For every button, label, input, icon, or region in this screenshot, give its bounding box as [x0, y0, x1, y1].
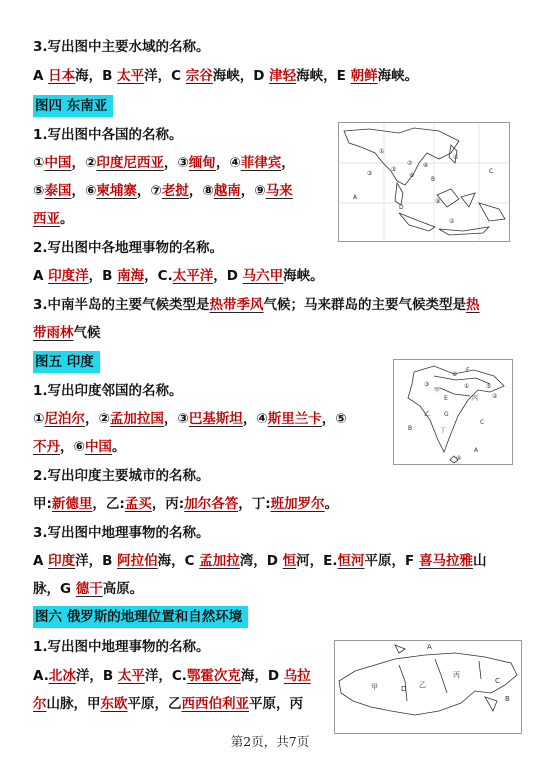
answer-text: 加尔各答 [184, 496, 239, 512]
static-text: 洋，C [144, 68, 186, 84]
answer-text: 日本 [48, 68, 76, 84]
southeast-asia-map [338, 122, 510, 242]
static-text: ， [71, 183, 85, 199]
svg-text:⑧: ⑧ [423, 162, 429, 169]
static-text: 。 [324, 496, 339, 512]
static-text: 甲: [33, 496, 52, 512]
static-text: ③ [177, 155, 189, 171]
answer-text: 尼泊尔 [44, 411, 85, 427]
static-text: 脉，G [33, 581, 76, 597]
answer-line [33, 323, 101, 343]
static-text: ， [71, 155, 85, 171]
static-text: ③ [177, 411, 189, 427]
section-heading-russia: 图六 俄罗斯的地理位置和自然环境 [33, 606, 248, 628]
static-text: ， [136, 183, 151, 199]
svg-text:B: B [408, 425, 413, 432]
answer-text: 朝鲜 [350, 68, 378, 84]
static-text: 海峡，E [296, 68, 351, 84]
svg-text:⑤: ⑤ [486, 383, 492, 390]
answer-line [33, 153, 295, 173]
static-text: ⑨ [254, 183, 266, 199]
svg-text:④: ④ [453, 154, 459, 161]
svg-text:D: D [399, 204, 404, 211]
svg-text:②: ② [449, 218, 455, 225]
svg-text:③: ③ [424, 381, 430, 388]
static-text: 海峡。 [377, 68, 419, 84]
answer-text: 马六甲 [242, 268, 284, 284]
static-text: 海峡，D [212, 68, 270, 84]
static-text: ，C. [144, 268, 173, 284]
svg-text:②: ② [492, 393, 498, 400]
svg-text:丙: 丙 [453, 671, 460, 679]
answer-text: 老挝 [161, 183, 189, 199]
answer-line [33, 66, 418, 86]
static-text: ⑦ [150, 183, 162, 199]
question-3: 3.写出图中地理事物的名称。 [33, 525, 210, 541]
static-text: ， [281, 155, 295, 171]
static-text: ⑥ [73, 439, 85, 455]
answer-text: 不丹 [33, 439, 60, 455]
answer-text: 印度 [48, 553, 76, 569]
static-text: ， [84, 411, 99, 427]
svg-text:⑨: ⑨ [435, 198, 441, 205]
static-text: ⑥ [84, 183, 97, 199]
static-text: 。 [111, 439, 126, 455]
static-text: 湾，D [239, 553, 283, 569]
answer-text: 阿拉伯 [117, 553, 158, 569]
svg-text:G: G [444, 411, 449, 418]
svg-text:⑥: ⑥ [452, 371, 458, 378]
answer-text: 北冰 [48, 668, 76, 684]
static-text: 3.中南半岛的主要气候类型是 [33, 297, 210, 313]
answer-line [33, 266, 324, 286]
question-1: 1.写出图中地理事物的名称。 [33, 639, 210, 655]
svg-text:A: A [474, 447, 479, 454]
svg-text:E: E [444, 395, 448, 402]
answer-text: 带雨林 [33, 325, 74, 341]
answer-text: 中国 [84, 439, 112, 455]
svg-text:C: C [495, 677, 500, 685]
static-text: ④ [256, 411, 268, 427]
svg-text:甲: 甲 [434, 387, 441, 394]
static-text: ， [163, 411, 178, 427]
static-text: ， [215, 155, 230, 171]
svg-text:F: F [466, 367, 470, 374]
static-text: 。 [60, 211, 74, 227]
static-text: 山 [472, 553, 487, 569]
static-text: ，丙: [151, 496, 185, 512]
svg-text:甲: 甲 [371, 683, 378, 691]
static-text: 海，D [240, 668, 284, 684]
answer-line [33, 181, 293, 201]
static-text: A [33, 553, 49, 569]
svg-text:⑤: ⑤ [391, 166, 397, 173]
answer-line [33, 209, 74, 229]
svg-text:①: ① [379, 148, 385, 155]
answer-line [33, 409, 347, 429]
answer-text: 东欧 [100, 696, 128, 712]
answer-text: 恒河 [337, 553, 365, 569]
static-text: 海，B [75, 68, 118, 84]
static-text: ② [84, 155, 97, 171]
answer-line [33, 694, 303, 714]
static-text: 平原，乙 [127, 696, 182, 712]
answer-line [33, 494, 338, 514]
static-text: ， [163, 155, 178, 171]
answer-line [33, 551, 486, 571]
static-text: ， [188, 183, 203, 199]
static-text: 海峡。 [283, 268, 324, 284]
answer-text: 斯里兰卡 [267, 411, 322, 427]
answer-text: 印度洋 [48, 268, 89, 284]
svg-text:⑦: ⑦ [407, 160, 413, 167]
static-text: 平原，F [364, 553, 419, 569]
answer-text: 中国 [44, 155, 72, 171]
answer-text: 恒 [282, 553, 297, 569]
static-text: 气候 [73, 325, 101, 341]
answer-text: 太平 [117, 668, 145, 684]
answer-line [33, 437, 125, 457]
static-text: ④ [229, 155, 241, 171]
svg-text:③: ③ [367, 170, 373, 177]
static-text: ， [60, 439, 74, 455]
static-text: 河，E. [296, 553, 338, 569]
india-map [393, 359, 513, 465]
question-2: 2.写出印度主要城市的名称。 [33, 468, 210, 484]
svg-text:⑥: ⑥ [409, 172, 415, 179]
question-number: 3. [33, 39, 48, 55]
static-text: 海，C [157, 553, 200, 569]
static-text: 山脉，甲 [46, 696, 101, 712]
static-text: 洋，B [75, 668, 118, 684]
static-text: A [33, 268, 49, 284]
answer-text: 尔 [33, 696, 47, 712]
static-text: ，乙: [92, 496, 125, 512]
svg-text:乙: 乙 [424, 411, 431, 418]
answer-text: 热带季风 [209, 297, 264, 313]
answer-text: 班加罗尔 [270, 496, 325, 512]
static-text: ⑧ [202, 183, 214, 199]
static-text: ① [33, 411, 45, 427]
answer-text: 鄂霍次克 [186, 668, 241, 684]
answer-text: 乌拉 [283, 668, 311, 684]
question-3-climate [33, 295, 480, 315]
svg-text:D: D [401, 685, 407, 693]
answer-text: 柬埔寨 [96, 183, 137, 199]
static-text: A [33, 68, 49, 84]
static-text: ② [98, 411, 110, 427]
answer-text: 太平 [117, 68, 145, 84]
answer-text: 宗谷 [185, 68, 213, 84]
section-heading-southeast-asia: 图四 东南亚 [33, 95, 113, 117]
static-text: 洋，C. [144, 668, 187, 684]
answer-text: 泰国 [44, 183, 72, 199]
svg-text:B: B [431, 176, 436, 183]
answer-text: 西西伯利亚 [181, 696, 249, 712]
answer-text: 孟加拉国 [109, 411, 164, 427]
question-text: 写出图中主要水域的名称。 [47, 39, 210, 55]
answer-text: 越南 [213, 183, 241, 199]
section-heading-india: 图五 印度 [33, 351, 100, 373]
answer-text: 德干 [75, 581, 103, 597]
answer-text: 太平洋 [172, 268, 214, 284]
static-text: ，丁: [238, 496, 271, 512]
answer-text: 菲律宾 [240, 155, 282, 171]
static-text: ，D [213, 268, 243, 284]
svg-text:C: C [489, 168, 494, 175]
question-1: 1.写出印度邻国的名称。 [33, 383, 183, 399]
static-text: 平原，丙 [249, 696, 303, 712]
static-text: ⑤ [33, 183, 45, 199]
static-text: ，B [88, 268, 118, 284]
static-text: ① [33, 155, 45, 171]
answer-text: 热 [466, 297, 480, 313]
svg-text:A: A [353, 194, 358, 201]
static-text: 洋，B [75, 553, 118, 569]
answer-text: 印度尼西亚 [96, 155, 164, 171]
answer-text: 孟加拉 [199, 553, 240, 569]
static-text: ， [240, 183, 255, 199]
static-text: A. [33, 668, 49, 684]
svg-text:丙: 丙 [472, 395, 479, 402]
static-text: ， [242, 411, 257, 427]
answer-text: 孟买 [124, 496, 152, 512]
static-text: 高原。 [102, 581, 144, 597]
static-text: ，⑤ [321, 411, 347, 427]
svg-text:④: ④ [456, 455, 462, 462]
question-2: 2.写出图中各地理事物的名称。 [33, 240, 224, 256]
answer-text: 新德里 [51, 496, 93, 512]
answer-line [33, 666, 311, 686]
page-footer: 第2页，共7页 [230, 734, 310, 749]
question-3-water-bodies [33, 37, 210, 57]
svg-text:乙: 乙 [419, 681, 426, 689]
answer-text: 津轻 [269, 68, 297, 84]
svg-text:A: A [427, 643, 432, 651]
svg-text:①: ① [464, 383, 470, 390]
russia-map [334, 640, 522, 734]
static-text: 气候；马来群岛的主要气候类型是 [263, 297, 467, 313]
answer-text: 西亚 [33, 211, 60, 227]
answer-text: 喜马拉雅 [418, 553, 473, 569]
answer-text: 南海 [117, 268, 145, 284]
answer-text: 缅甸 [188, 155, 216, 171]
answer-text: 马来 [265, 183, 293, 199]
question-1: 1.写出图中各国的名称。 [33, 127, 183, 143]
svg-text:C: C [480, 419, 485, 426]
answer-text: 巴基斯坦 [188, 411, 243, 427]
svg-text:丁: 丁 [440, 427, 447, 434]
svg-text:B: B [505, 695, 510, 703]
answer-line [33, 579, 143, 599]
